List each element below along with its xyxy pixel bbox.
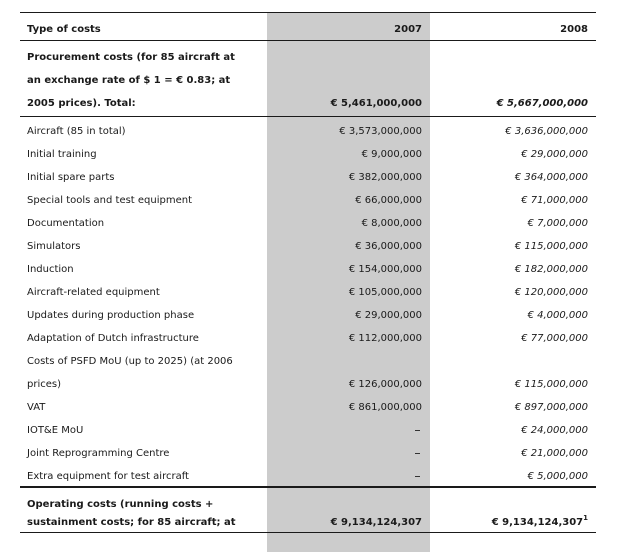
dash-mark bbox=[415, 476, 420, 477]
table-row bbox=[20, 374, 596, 396]
operating-total-2007: € 9,134,124,307 bbox=[330, 517, 422, 528]
table-row bbox=[20, 305, 596, 327]
procurement-line-1 bbox=[20, 47, 596, 69]
year-2008-header: 2008 bbox=[560, 24, 588, 35]
row-label: Simulators bbox=[27, 241, 81, 252]
row-label: Initial training bbox=[27, 149, 97, 160]
table-row bbox=[20, 328, 596, 350]
operating-total-row bbox=[20, 512, 596, 534]
table-row bbox=[20, 466, 596, 488]
value-2007: € 66,000,000 bbox=[355, 195, 422, 206]
row-label: Extra equipment for test aircraft bbox=[27, 471, 189, 482]
value-2007: € 382,000,000 bbox=[348, 172, 422, 183]
row-label: prices) bbox=[27, 379, 61, 390]
value-2008: € 897,000,000 bbox=[514, 402, 588, 413]
value-2008: € 182,000,000 bbox=[514, 264, 588, 275]
value-2008: € 3,636,000,000 bbox=[505, 126, 588, 137]
row-label: Induction bbox=[27, 264, 74, 275]
value-2007: € 3,573,000,000 bbox=[339, 126, 422, 137]
value-2008: € 120,000,000 bbox=[514, 287, 588, 298]
footnote-marker: 1 bbox=[583, 514, 588, 522]
row-label: Joint Reprogramming Centre bbox=[27, 448, 170, 459]
value-2008: € 7,000,000 bbox=[527, 218, 588, 229]
value-2007: € 29,000,000 bbox=[355, 310, 422, 321]
operating-label: sustainment costs; for 85 aircraft; at bbox=[27, 517, 236, 528]
year-2007-header: 2007 bbox=[394, 24, 422, 35]
row-label: VAT bbox=[27, 402, 46, 413]
value-2007: € 36,000,000 bbox=[355, 241, 422, 252]
table-row bbox=[20, 420, 596, 442]
value-2008: € 77,000,000 bbox=[521, 333, 588, 344]
table-row bbox=[20, 121, 596, 143]
type-of-costs-header: Type of costs bbox=[27, 24, 101, 35]
dash-mark bbox=[415, 430, 420, 431]
value-2008: € 5,000,000 bbox=[527, 471, 588, 482]
row-label: Updates during production phase bbox=[27, 310, 195, 321]
row-label: Aircraft (85 in total) bbox=[27, 126, 126, 137]
row-label: Aircraft-related equipment bbox=[27, 287, 160, 298]
procurement-label: an exchange rate of $ 1 = € 0.83; at bbox=[27, 75, 231, 86]
table-top-rule bbox=[20, 12, 596, 13]
procurement-label: Procurement costs (for 85 aircraft at bbox=[27, 52, 235, 63]
value-2007: € 8,000,000 bbox=[361, 218, 422, 229]
value-2007: € 861,000,000 bbox=[348, 402, 422, 413]
operating-total-2008 bbox=[434, 512, 588, 534]
row-label: Documentation bbox=[27, 218, 105, 229]
value-2007: € 112,000,000 bbox=[348, 333, 422, 344]
value-2007-empty bbox=[267, 420, 422, 442]
value-2008: € 71,000,000 bbox=[521, 195, 588, 206]
dash-mark bbox=[415, 453, 420, 454]
procurement-total-row bbox=[20, 93, 596, 115]
row-label: Special tools and test equipment bbox=[27, 195, 193, 206]
value-2008: € 115,000,000 bbox=[514, 379, 588, 390]
procurement-label: 2005 prices). Total: bbox=[27, 98, 136, 109]
value-2008: € 21,000,000 bbox=[521, 448, 588, 459]
value-2007-empty bbox=[267, 466, 422, 488]
value-2008: € 364,000,000 bbox=[514, 172, 588, 183]
table-row bbox=[20, 259, 596, 281]
value-2007: € 105,000,000 bbox=[348, 287, 422, 298]
value-2007: € 154,000,000 bbox=[348, 264, 422, 275]
table-row bbox=[20, 397, 596, 419]
table-row bbox=[20, 167, 596, 189]
cost-table bbox=[20, 0, 596, 552]
value-2007: € 126,000,000 bbox=[348, 379, 422, 390]
table-row bbox=[20, 190, 596, 212]
procurement-rule bbox=[20, 116, 596, 117]
procurement-line-2 bbox=[20, 70, 596, 92]
value-2008: € 4,000,000 bbox=[527, 310, 588, 321]
table-row bbox=[20, 443, 596, 465]
value-2007: € 9,000,000 bbox=[361, 149, 422, 160]
table-row bbox=[20, 236, 596, 258]
value-2008: € 115,000,000 bbox=[514, 241, 588, 252]
psfd-line-1 bbox=[20, 351, 596, 373]
operating-total-2008-value: € 9,134,124,307 bbox=[491, 517, 584, 528]
row-label: Costs of PSFD MoU (up to 2025) (at 2006 bbox=[27, 356, 233, 367]
table-row bbox=[20, 282, 596, 304]
value-2008: € 24,000,000 bbox=[521, 425, 588, 436]
table-row bbox=[20, 144, 596, 166]
procurement-total-2007: € 5,461,000,000 bbox=[330, 98, 422, 109]
header-row bbox=[20, 19, 596, 41]
row-label: IOT&E MoU bbox=[27, 425, 84, 436]
row-label: Adaptation of Dutch infrastructure bbox=[27, 333, 199, 344]
operating-label: Operating costs (running costs + bbox=[27, 499, 214, 510]
row-label: Initial spare parts bbox=[27, 172, 115, 183]
table-row bbox=[20, 213, 596, 235]
procurement-total-2008: € 5,667,000,000 bbox=[496, 98, 588, 109]
value-2008: € 29,000,000 bbox=[521, 149, 588, 160]
value-2007-empty bbox=[267, 443, 422, 465]
